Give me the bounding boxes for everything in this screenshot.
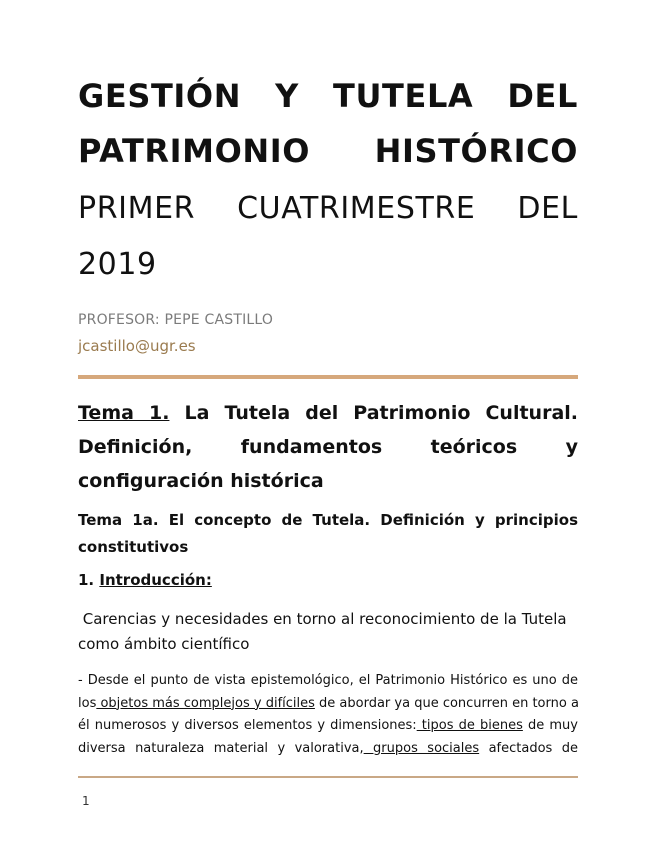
section-heading xyxy=(78,571,212,589)
tema-title-part-3: configuración histórica xyxy=(78,470,324,492)
underlined-phrase: tipos de bienes xyxy=(416,718,523,733)
header-divider xyxy=(78,375,578,379)
intro-line-1: Carencias y necesidades en torno al reconocimiento de la Tutela xyxy=(78,610,567,628)
footer-divider xyxy=(78,776,578,778)
section-title: Introducción: xyxy=(99,571,212,589)
intro-paragraph xyxy=(78,607,578,657)
document-subtitle-line-1: PRIMER CUATRIMESTRE DEL xyxy=(78,191,578,226)
tema-heading xyxy=(78,396,578,498)
subtema-line-1: Tema 1a. El concepto de Tutela. Definición y principios xyxy=(78,511,578,529)
underlined-phrase: grupos sociales xyxy=(363,740,480,756)
document-title-line-2: PATRIMONIO HISTÓRICO xyxy=(78,132,578,170)
body-line-4: diversa naturaleza material y valorativa, grupos sociales afectados de xyxy=(78,740,578,756)
subtema-heading xyxy=(78,507,578,561)
document-title-line-1: GESTIÓN Y TUTELA DEL xyxy=(78,77,578,115)
body-paragraph xyxy=(78,670,578,760)
section-number: 1. xyxy=(78,571,95,589)
tema-number: Tema 1. xyxy=(78,402,170,424)
underlined-phrase: objetos más complejos y difíciles xyxy=(96,695,315,711)
subtema-line-2: constitutivos xyxy=(78,538,189,556)
body-line-1: - Desde el punto de vista epistemológico, el Patrimonio Histórico es uno de xyxy=(78,673,578,688)
intro-line-2: como ámbito científico xyxy=(78,635,250,653)
document-subtitle-line-2: 2019 xyxy=(78,247,157,282)
author-label: PROFESOR: PEPE CASTILLO xyxy=(78,312,274,328)
body-line-3: él numerosos y diversos elementos y dimensiones: tipos de bienes de muy xyxy=(78,718,578,733)
body-line-2: los objetos más complejos y difíciles de abordar ya que concurren en torno a xyxy=(78,695,579,711)
tema-title-part-2: Definición, fundamentos teóricos y xyxy=(78,436,578,458)
author-email: jcastillo@ugr.es xyxy=(78,337,196,355)
tema-title-part-1: La Tutela del Patrimonio Cultural. xyxy=(184,402,578,424)
page-number: 1 xyxy=(82,794,90,808)
